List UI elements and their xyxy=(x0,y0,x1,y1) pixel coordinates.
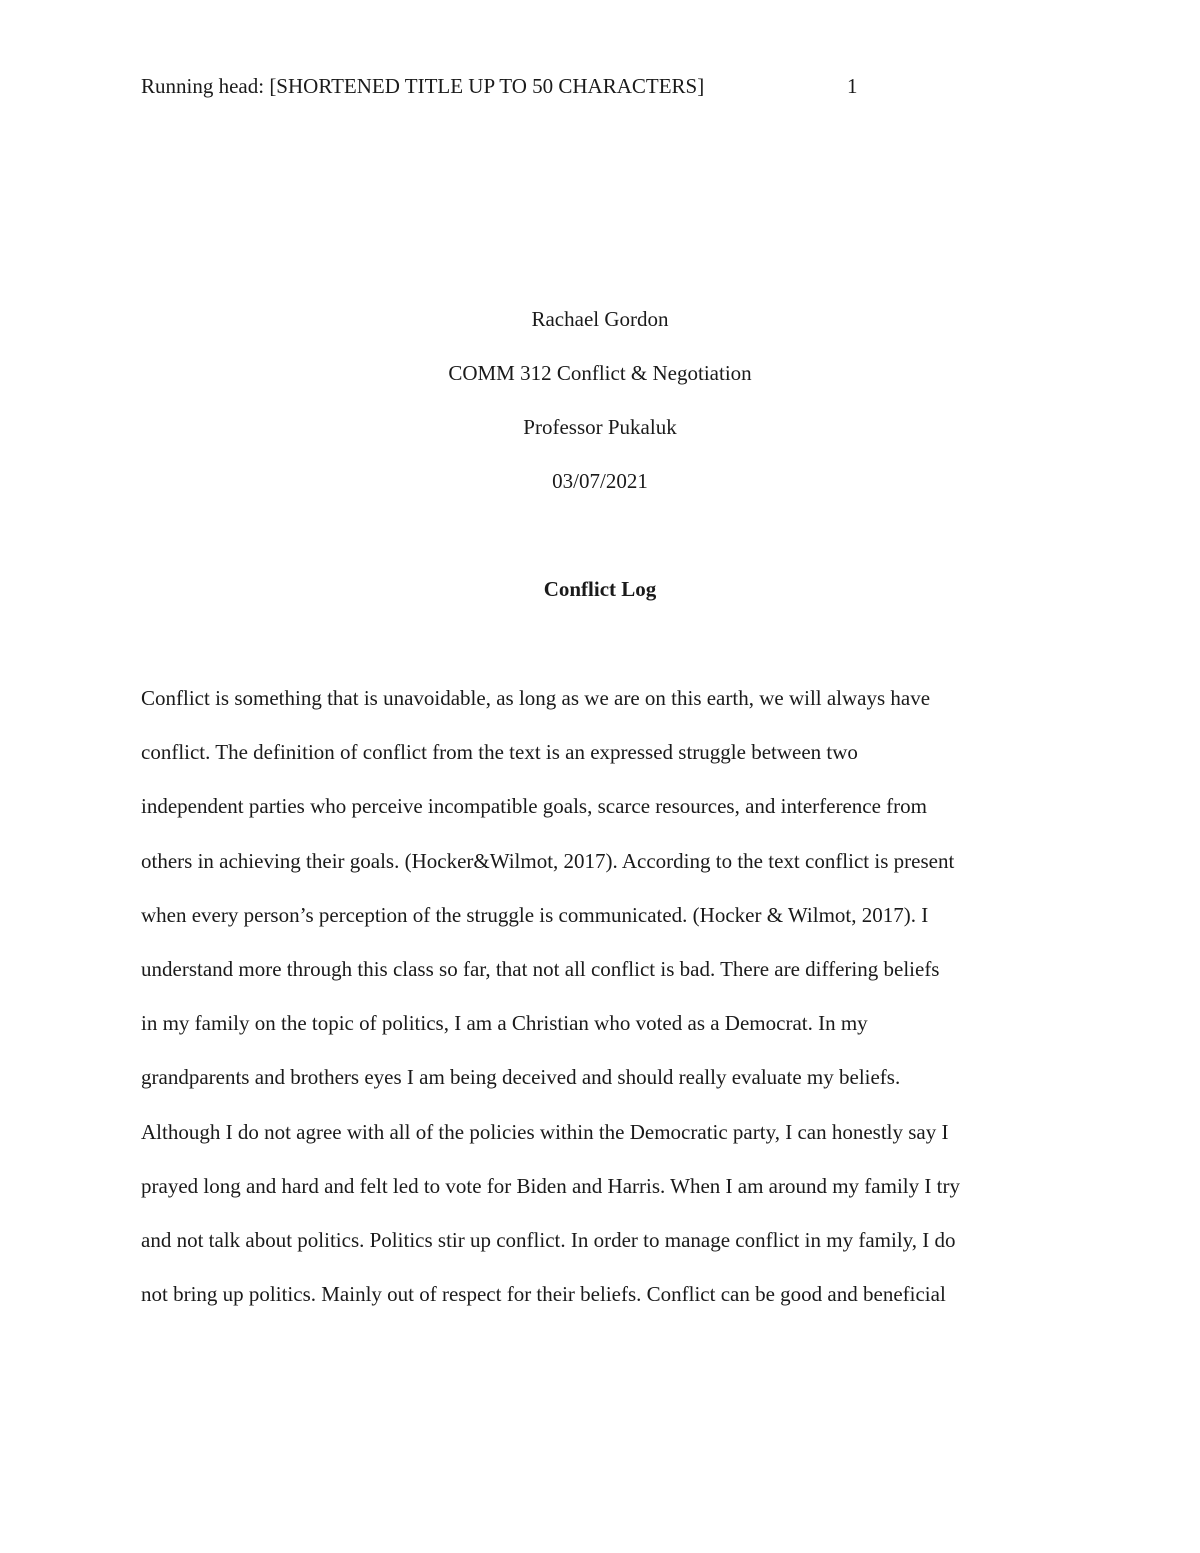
professor-name: Professor Pukaluk xyxy=(523,415,677,439)
document-date: 03/07/2021 xyxy=(552,469,648,493)
page-number: 1 xyxy=(847,74,858,98)
title-page-block xyxy=(0,304,1200,520)
document-title: Conflict Log xyxy=(543,577,657,601)
body-paragraph xyxy=(141,683,1081,1333)
body-line: in my family on the topic of politics, I am a Christian who voted as a Democrat. In my xyxy=(141,1011,868,1036)
body-line: Conflict is something that is unavoidable, as long as we are on this earth, we will always have xyxy=(141,686,931,710)
body-line: prayed long and hard and felt led to vote for Biden and Harris. When I am around my family I try xyxy=(141,1173,960,1198)
body-line: grandparents and brothers eyes I am being deceived and should really evaluate my beliefs. xyxy=(141,1065,901,1090)
body-line: when every person’s perception of the struggle is communicated. (Hocker & Wilmot, 2017). I xyxy=(141,902,929,927)
body-line: not bring up politics. Mainly out of respect for their beliefs. Conflict can be good and beneficial xyxy=(141,1282,946,1307)
running-head: Running head: [SHORTENED TITLE UP TO 50 CHARACTERS] xyxy=(141,74,705,98)
body-line: conflict. The definition of conflict from the text is an expressed struggle between two xyxy=(141,740,858,765)
body-line: others in achieving their goals. (Hocker&Wilmot, 2017). According to the text conflict is present xyxy=(141,848,955,873)
author-name: Rachael Gordon xyxy=(531,307,669,331)
course-name: COMM 312 Conflict & Negotiation xyxy=(448,361,752,385)
body-line: understand more through this class so far, that not all conflict is bad. There are differing beliefs xyxy=(141,956,940,981)
body-line: Although I do not agree with all of the policies within the Democratic party, I can honestly say I xyxy=(141,1119,949,1144)
body-line: independent parties who perceive incompatible goals, scarce resources, and interference from xyxy=(141,794,927,819)
body-line: and not talk about politics. Politics stir up conflict. In order to manage conflict in my family, I do xyxy=(141,1227,956,1252)
